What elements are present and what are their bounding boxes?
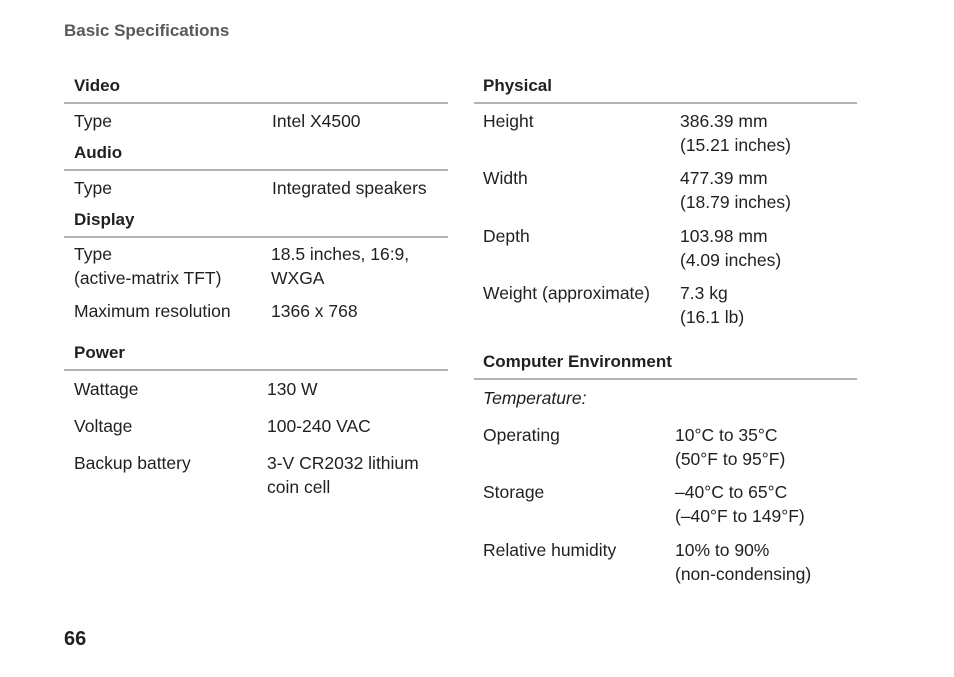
spec-value-line: 386.39 mm [680, 111, 768, 131]
spec-row-physical-height [474, 109, 857, 157]
spec-row-physical-width [474, 166, 857, 214]
spec-label: Maximum resolution [74, 301, 231, 321]
spec-value [680, 281, 744, 329]
spec-value [680, 224, 781, 272]
spec-label: Type [74, 178, 112, 198]
page-number: 66 [64, 628, 87, 650]
spec-row-power-battery [64, 451, 448, 499]
spec-value-line: 7.3 kg [680, 283, 728, 303]
spec-value-line: (18.79 inches) [680, 192, 791, 212]
running-head: Basic Specifications [64, 21, 230, 40]
left-column [64, 72, 448, 499]
right-column [474, 72, 857, 586]
spec-label [74, 242, 271, 290]
spec-value: 100-240 VAC [267, 416, 371, 436]
spec-label: Relative humidity [483, 540, 617, 560]
section-video-title: Video [64, 72, 448, 104]
spec-value [680, 109, 791, 157]
spec-label-line: Type [74, 244, 112, 264]
spec-value [271, 242, 409, 290]
section-power-title: Power [64, 339, 448, 371]
section-physical-title: Physical [474, 72, 857, 104]
section-display-title: Display [64, 206, 448, 238]
spec-value [675, 423, 785, 471]
spec-value-line: coin cell [267, 477, 331, 497]
spec-value-line: 18.5 inches, 16:9, [271, 244, 410, 264]
spec-value: 1366 x 768 [271, 301, 358, 321]
temperature-note: Temperature: [483, 388, 587, 408]
spec-label: Backup battery [74, 453, 191, 473]
spec-value-line: (non-condensing) [675, 564, 812, 584]
spec-label: Depth [483, 226, 530, 246]
spec-label-line: (active-matrix TFT) [74, 268, 222, 288]
section-environment-title: Computer Environment [474, 348, 857, 380]
spec-row-power-wattage [64, 377, 448, 401]
spec-value-line: (4.09 inches) [680, 250, 782, 270]
spec-label: Operating [483, 425, 560, 445]
spec-label: Width [483, 168, 528, 188]
spec-value-line: 3-V CR2032 lithium [267, 453, 419, 473]
spec-value: Integrated speakers [272, 178, 427, 198]
spec-label: Voltage [74, 416, 133, 436]
spec-value [675, 480, 805, 528]
spec-value [267, 451, 419, 499]
spec-value-line: 103.98 mm [680, 226, 768, 246]
spec-value-line: WXGA [271, 268, 325, 288]
spec-row-physical-weight [474, 281, 857, 329]
spec-value-line: (50°F to 95°F) [675, 449, 786, 469]
spec-label: Height [483, 111, 534, 131]
spec-label: Weight (approximate) [483, 283, 650, 303]
spec-row-display-type [64, 242, 448, 290]
section-audio-title: Audio [64, 139, 448, 171]
spec-row-env-operating [474, 423, 857, 471]
spec-value [680, 166, 791, 214]
spec-row-display-resolution [64, 299, 448, 323]
spec-value-line: 477.39 mm [680, 168, 768, 188]
spec-value-line: –40°C to 65°C [675, 482, 788, 502]
spec-value-line: (16.1 lb) [680, 307, 745, 327]
spec-value: Intel X4500 [272, 111, 361, 131]
spec-row-physical-depth [474, 224, 857, 272]
spec-value: 130 W [267, 379, 318, 399]
spec-value-line: (–40°F to 149°F) [675, 506, 805, 526]
spec-row-env-humidity [474, 538, 857, 586]
spec-label: Type [74, 111, 112, 131]
spec-row-power-voltage [64, 414, 448, 438]
spec-value [675, 538, 811, 586]
spec-value-line: 10°C to 35°C [675, 425, 778, 445]
spec-row-video-type [64, 109, 448, 133]
spec-row-audio-type [64, 176, 448, 200]
spec-label: Storage [483, 482, 545, 502]
spec-row-env-storage [474, 480, 857, 528]
spec-value-line: (15.21 inches) [680, 135, 791, 155]
spec-value-line: 10% to 90% [675, 540, 770, 560]
spec-label: Wattage [74, 379, 139, 399]
